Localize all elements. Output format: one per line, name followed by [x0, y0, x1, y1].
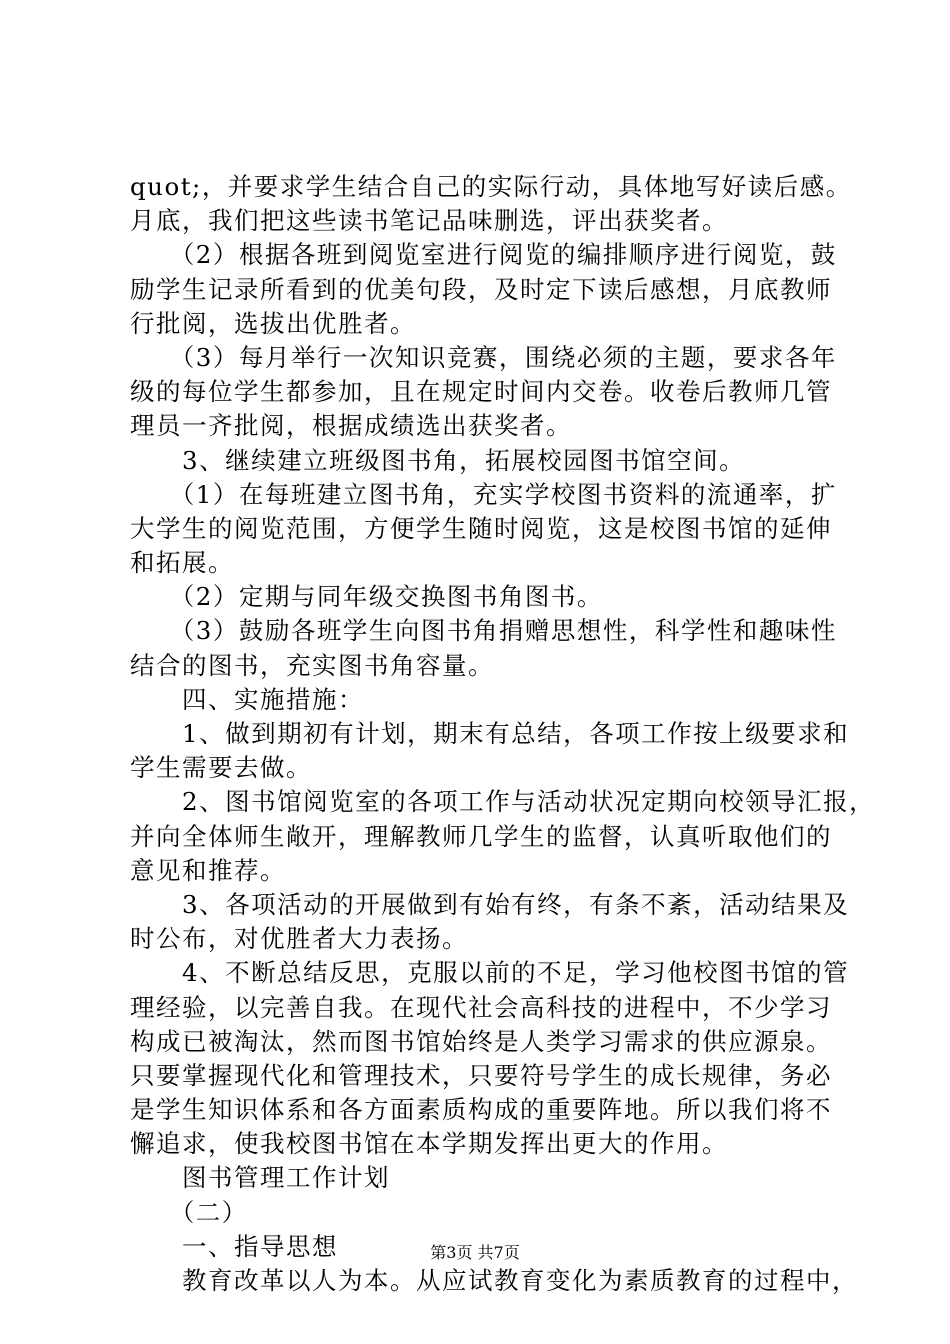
- document-line: 四、实施措施：: [130, 684, 364, 714]
- document-line: quot;，并要求学生结合自己的实际行动，具体地写好读后感。: [130, 172, 852, 201]
- document-line: 2、图书馆阅览室的各项工作与活动状况定期向校领导汇报，: [130, 787, 876, 817]
- document-body: [130, 170, 876, 1298]
- document-line: 图书管理工作计划: [130, 1163, 390, 1193]
- document-line: （3）鼓励各班学生向图书角捐赠思想性，科学性和趣味性: [130, 616, 837, 646]
- document-line: （3）每月举行一次知识竞赛，围绕必须的主题，要求各年: [130, 342, 837, 372]
- document-line: （二）: [130, 1197, 248, 1227]
- document-line: 学生需要去做。: [130, 753, 312, 783]
- document-line: 励学生记录所看到的优美句段，及时定下读后感想，月底教师: [130, 274, 832, 304]
- document-line: 大学生的阅览范围，方便学生随时阅览，这是校图书馆的延伸: [130, 513, 832, 543]
- document-line: 3、各项活动的开展做到有始有终，有条不紊，活动结果及: [130, 889, 850, 919]
- document-line: 教育改革以人为本。从应试教育变化为素质教育的过程中，: [130, 1266, 858, 1295]
- document-line: 1、做到期初有计划，期末有总结，各项工作按上级要求和: [130, 719, 850, 748]
- document-line: 4、不断总结反思，克服以前的不足，学习他校图书馆的管: [130, 958, 850, 988]
- document-line: 时公布，对优胜者大力表扬。: [130, 924, 468, 954]
- document-line: 懈追求，使我校图书馆在本学期发挥出更大的作用。: [130, 1129, 728, 1159]
- document-line: 意见和推荐。: [130, 855, 286, 885]
- document-line: 构成已被淘汰，然而图书馆始终是人类学习需求的供应源泉。: [130, 1026, 832, 1056]
- document-line: 理经验，以完善自我。在现代社会高科技的进程中，不少学习: [130, 992, 832, 1022]
- document-line: （1）在每班建立图书角，充实学校图书资料的流通率，扩: [130, 479, 837, 509]
- document-line: 行批阅，选拔出优胜者。: [130, 308, 416, 338]
- document-line: 并向全体师生敞开，理解教师几学生的监督，认真听取他们的: [130, 821, 832, 851]
- document-line: 只要掌握现代化和管理技术，只要符号学生的成长规律，务必: [130, 1060, 832, 1090]
- document-line: 是学生知识体系和各方面素质构成的重要阵地。所以我们将不: [130, 1095, 832, 1125]
- document-line: 级的每位学生都参加，且在规定时间内交卷。收卷后教师几管: [130, 377, 832, 407]
- document-line: 和拓展。: [130, 548, 234, 578]
- document-line: 结合的图书，充实图书角容量。: [130, 650, 494, 680]
- document-line: （2）定期与同年级交换图书角图书。: [130, 582, 603, 612]
- document-line: 月底，我们把这些读书笔记品味删选，评出获奖者。: [130, 206, 728, 236]
- document-line: （2）根据各班到阅览室进行阅览的编排顺序进行阅览，鼓: [130, 240, 837, 270]
- document-line: 一、指导思想: [130, 1231, 338, 1261]
- document-line: 3、继续建立班级图书角，拓展校园图书馆空间。: [130, 445, 746, 475]
- document-line: 理员一齐批阅，根据成绩选出获奖者。: [130, 411, 572, 441]
- page-footer: 第3页 共7页: [430, 1243, 520, 1262]
